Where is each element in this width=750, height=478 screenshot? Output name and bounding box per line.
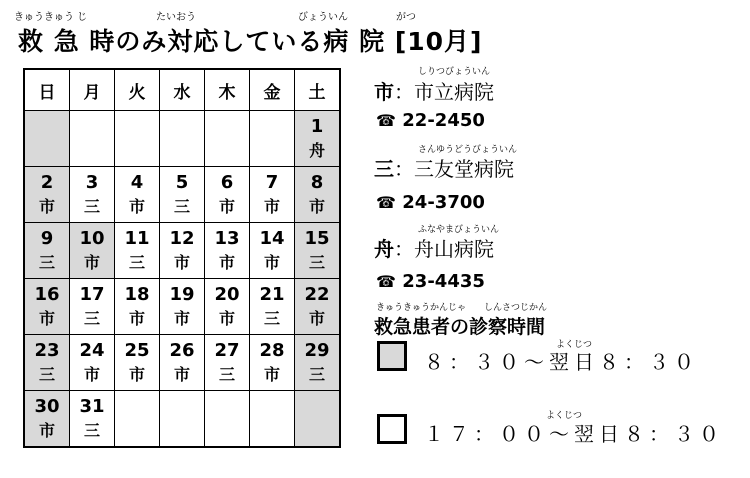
calendar-table (23, 68, 341, 448)
calendar-day-cell (70, 111, 115, 167)
day-number: 17 (79, 283, 105, 305)
day-number: 26 (169, 339, 195, 361)
calendar-week-row (24, 279, 340, 335)
day-number: 19 (169, 283, 195, 305)
day-number: 10 (79, 227, 105, 249)
hospital-code: 市 (83, 252, 100, 272)
hospital-code: 三 (218, 364, 235, 384)
hospital-code: 市 (128, 308, 145, 328)
day-number: 14 (259, 227, 285, 249)
weekday-header: 日 (24, 69, 70, 111)
gray-swatch (377, 341, 407, 371)
hospital-code: 三 (173, 196, 190, 216)
calendar-day-cell (24, 335, 70, 391)
hospital-code: 市 (263, 196, 280, 216)
phone-number: 23-4435 (402, 271, 485, 292)
calendar-day-cell (115, 223, 160, 279)
day-number: 1 (310, 115, 324, 137)
hospital-phone (376, 110, 485, 131)
calendar-week-row (24, 335, 340, 391)
hours-heading: 救急患者の診察時間 (374, 316, 546, 338)
hospital-code: 三 (38, 364, 55, 384)
day-number: 28 (259, 339, 285, 361)
weekday-header: 土 (295, 69, 341, 111)
title-ruby-kyuukyuuji: きゅうきゅう じ (14, 12, 88, 23)
hospital-code: 市 (38, 308, 55, 328)
phone-icon: ☎ (376, 193, 396, 212)
hospital-code: 市 (38, 196, 55, 216)
calendar-day-cell (70, 223, 115, 279)
weekday-header: 月 (70, 69, 115, 111)
hospital-code: 三 (263, 308, 280, 328)
hospital-code: 市 (128, 196, 145, 216)
hospital-code: 市 (263, 364, 280, 384)
calendar-day-cell (295, 111, 341, 167)
day-number: 9 (40, 227, 54, 249)
day-number: 27 (214, 339, 240, 361)
calendar-day-cell (24, 111, 70, 167)
day-number: 25 (124, 339, 150, 361)
hours-heading-ruby: しんさつじかん (484, 303, 548, 313)
calendar-day-cell (205, 167, 250, 223)
hospital-code: 市 (218, 308, 235, 328)
weekday-header: 金 (250, 69, 295, 111)
calendar-day-cell (295, 335, 341, 391)
hospital-ruby: さんゆうどうびょういん (418, 145, 518, 155)
weekday-header: 木 (205, 69, 250, 111)
day-number: 3 (85, 171, 99, 193)
calendar-day-cell (205, 391, 250, 448)
title-ruby-taiou: たいおう (156, 12, 196, 23)
hospital-code: 市 (38, 420, 55, 440)
hospital-code: 三 (308, 364, 325, 384)
calendar-day-cell (115, 111, 160, 167)
yokujitsu-ruby: よくじつ (546, 411, 583, 421)
day-number: 20 (214, 283, 240, 305)
hospital-code: 市 (83, 364, 100, 384)
white-swatch (377, 414, 407, 444)
hospital-code: 三 (83, 308, 100, 328)
hospital-code: 三 (128, 252, 145, 272)
gray-hours-label: ８：３０～翌日８：３０ (424, 350, 699, 374)
hospital-code: 舟 (308, 140, 325, 160)
day-number: 8 (310, 171, 324, 193)
calendar-day-cell (115, 167, 160, 223)
calendar-day-cell (160, 391, 205, 448)
calendar-day-cell (295, 279, 341, 335)
day-number: 6 (220, 171, 234, 193)
phone-number: 22-2450 (402, 110, 485, 131)
calendar-day-cell (160, 111, 205, 167)
hospital-code: 三 (38, 252, 55, 272)
day-number: 29 (304, 339, 330, 361)
day-number: 21 (259, 283, 285, 305)
day-number: 13 (214, 227, 240, 249)
hospital-legend-item: 三：三友堂病院 (374, 157, 514, 181)
calendar-day-cell (24, 223, 70, 279)
page-title: 救 急 時のみ対応している病 院 [10月] (18, 27, 483, 56)
hospital-code: 三 (83, 196, 100, 216)
calendar-day-cell (160, 279, 205, 335)
day-number: 7 (265, 171, 279, 193)
day-number: 4 (130, 171, 144, 193)
hospital-code: 市 (173, 364, 190, 384)
hospital-name: 三友堂病院 (414, 157, 514, 181)
calendar-week-row (24, 223, 340, 279)
calendar-day-cell (205, 279, 250, 335)
day-number: 5 (175, 171, 189, 193)
hospital-code: 市 (173, 252, 190, 272)
calendar-day-cell (250, 391, 295, 448)
hospital-name: 舟山病院 (414, 237, 494, 261)
calendar-day-cell (295, 223, 341, 279)
calendar-day-cell (70, 335, 115, 391)
day-number: 31 (79, 395, 105, 417)
hospital-code: 市 (218, 252, 235, 272)
day-number: 12 (169, 227, 195, 249)
calendar-day-cell (250, 279, 295, 335)
calendar-day-cell (70, 167, 115, 223)
hospital-name: 市立病院 (414, 80, 494, 104)
phone-icon: ☎ (376, 111, 396, 130)
title-ruby-byouin: びょういん (298, 12, 348, 23)
hospital-code: 市 (308, 308, 325, 328)
hospital-phone (376, 271, 485, 292)
calendar-week-row (24, 167, 340, 223)
hospital-code: 市 (263, 252, 280, 272)
day-number: 18 (124, 283, 150, 305)
day-number: 11 (124, 227, 150, 249)
calendar-day-cell (295, 391, 341, 448)
calendar-day-cell (160, 167, 205, 223)
calendar-day-cell (70, 279, 115, 335)
hospital-code: 市 (128, 364, 145, 384)
phone-icon: ☎ (376, 272, 396, 291)
calendar-day-cell (205, 111, 250, 167)
calendar-day-cell (160, 223, 205, 279)
hospital-code: 三 (308, 252, 325, 272)
hospital-phone (376, 192, 485, 213)
calendar-week-row (24, 111, 340, 167)
hospital-code: 市 (218, 196, 235, 216)
calendar-header-row (24, 69, 340, 111)
title-ruby-gatsu: がつ (396, 12, 416, 23)
calendar-day-cell (250, 111, 295, 167)
weekday-header: 火 (115, 69, 160, 111)
day-number: 15 (304, 227, 330, 249)
hospital-legend-item: 舟：舟山病院 (374, 237, 494, 261)
day-number: 24 (79, 339, 105, 361)
day-number: 2 (40, 171, 54, 193)
calendar-day-cell (250, 167, 295, 223)
day-number: 23 (34, 339, 60, 361)
hospital-code: 市 (173, 308, 190, 328)
calendar-day-cell (205, 223, 250, 279)
hospital-abbr: 舟 (374, 237, 394, 261)
calendar-day-cell (24, 279, 70, 335)
calendar-day-cell (295, 167, 341, 223)
calendar-day-cell (160, 335, 205, 391)
yokujitsu-ruby: よくじつ (556, 340, 593, 350)
day-number: 30 (34, 395, 60, 417)
calendar-day-cell (24, 167, 70, 223)
hospital-ruby: しりつびょういん (418, 67, 491, 77)
hospital-code: 三 (83, 420, 100, 440)
hours-heading-ruby: きゅうきゅうかんじゃ (376, 303, 467, 313)
hospital-legend-item: 市：市立病院 (374, 80, 494, 104)
calendar-day-cell (205, 335, 250, 391)
weekday-header: 水 (160, 69, 205, 111)
calendar-day-cell (24, 391, 70, 448)
calendar-day-cell (250, 223, 295, 279)
hospital-abbr: 市 (374, 80, 394, 104)
calendar-day-cell (250, 335, 295, 391)
white-hours-label: １７：００～翌日８：３０ (424, 422, 724, 446)
day-number: 22 (304, 283, 330, 305)
hospital-abbr: 三 (374, 157, 394, 181)
day-number: 16 (34, 283, 60, 305)
calendar-day-cell (115, 391, 160, 448)
hospital-code: 市 (308, 196, 325, 216)
phone-number: 24-3700 (402, 192, 485, 213)
calendar-week-row (24, 391, 340, 448)
hospital-ruby: ふなやまびょういん (418, 225, 500, 235)
calendar-day-cell (70, 391, 115, 448)
calendar-day-cell (115, 279, 160, 335)
calendar-day-cell (115, 335, 160, 391)
